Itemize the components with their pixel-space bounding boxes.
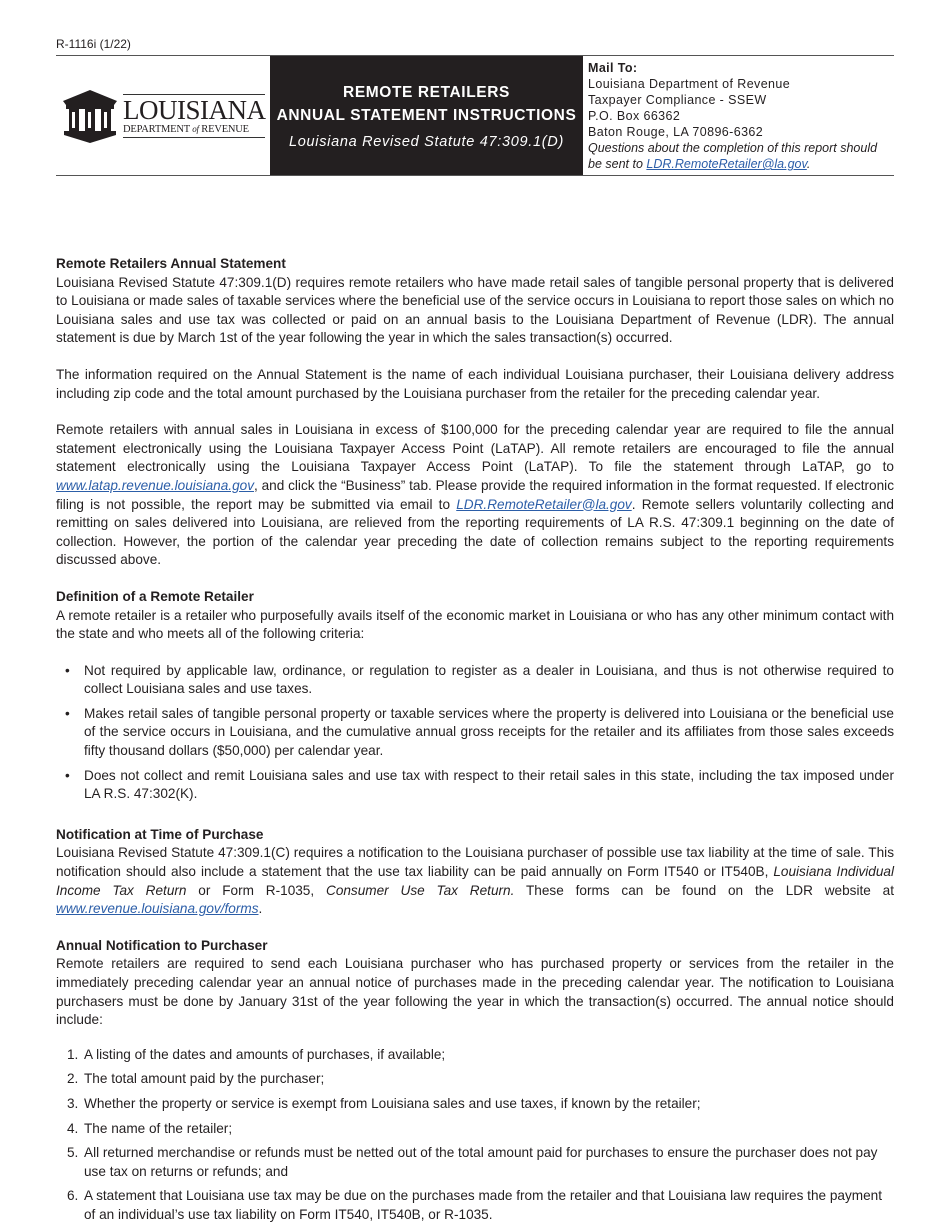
contact-email-link[interactable]: LDR.RemoteRetailer@la.gov	[646, 157, 807, 171]
item-text: A statement that Louisiana use tax may be due on the purchases made from the retailer and that Louisiana law requires the payment of an individual’s use tax liability on Form IT540, IT540B, or R-1035.	[84, 1188, 882, 1222]
criteria-item	[56, 767, 894, 804]
text-span: Remote retailers with annual sales in Louisiana in excess of $100,000 for the preceding calendar year are required to file the annual statement electronically using the Louisiana Taxpayer Access Point (LaTAP). All remote retailers are encouraged to file the annual statement electronically using the Louisiana Taxpayer Access Point (LaTAP). To file the statement through LaTAP, go to	[56, 422, 894, 475]
agency-logo	[61, 88, 266, 144]
item-text: Whether the property or service is exempt from Louisiana sales and use taxes, if known by the retailer;	[84, 1095, 701, 1111]
forms-link[interactable]: www.revenue.louisiana.gov/forms	[56, 901, 259, 917]
item-number: 5.	[67, 1145, 79, 1161]
section-annual-statement	[56, 255, 894, 570]
paragraph-latap	[56, 421, 894, 570]
logo-dept-prefix: DEPARTMENT	[123, 124, 190, 135]
logo-cell	[56, 56, 270, 175]
notice-item	[56, 1187, 894, 1224]
section-heading: Definition of a Remote Retailer	[56, 588, 254, 604]
section-notification	[56, 826, 894, 919]
notice-item	[56, 1070, 894, 1089]
bullet-icon: •	[65, 705, 70, 721]
section-heading: Notification at Time of Purchase	[56, 826, 264, 842]
item-text: A listing of the dates and amounts of purchases, if available;	[84, 1046, 446, 1062]
text-span: , and click the “Business” tab. Please provide the required information in the format requested. If electronic filing is not possible, the report may be submitted via email to	[56, 477, 894, 512]
paragraph	[56, 844, 894, 918]
item-number: 6.	[67, 1188, 79, 1204]
title-line-2: ANNUAL STATEMENT INSTRUCTIONS	[276, 107, 577, 124]
notice-item	[56, 1095, 894, 1114]
statute-subtitle: Louisiana Revised Statute 47:309.1(D)	[289, 134, 564, 150]
criteria-list	[56, 662, 894, 804]
criteria-text: Makes retail sales of tangible personal property or taxable services where the property is delivered into Louisiana or the beneficial use of the service occurs in Louisiana, and the cumulative annual gross receipts for the retailer and its affiliates from those sales exceeds fifty thousand dollars ($50,000) per calendar year.	[84, 705, 894, 759]
note-prefix: be sent to	[588, 157, 647, 171]
paragraph: Louisiana Revised Statute 47:309.1(D) requires remote retailers who have made retail sales of tangible personal property that is delivered to Louisiana or made sales of taxable services where the beneficial use of the service occurs in Louisiana to report those sales on which no Louisiana sales and use tax was collected or paid on an annual basis to the Louisiana Department of Revenue (LDR). The annual statement is due by March 1st of the year following the year in which the sales transaction(s) occurred.	[56, 274, 894, 346]
item-number: 4.	[67, 1120, 79, 1136]
paragraph: A remote retailer is a retailer who purposefully avails itself of the economic market in Louisiana or who has any other minimum contact with the state and who meets all of the following criteria:	[56, 607, 894, 642]
title-line-1: REMOTE RETAILERS	[343, 84, 510, 101]
logo-department	[123, 123, 265, 136]
mail-address-line: P.O. Box 66362	[588, 109, 681, 123]
form-title-italic: Consumer Use Tax Return.	[326, 882, 515, 898]
section-annual-notification	[56, 937, 894, 1225]
item-number: 2.	[67, 1071, 79, 1087]
section-heading: Annual Notification to Purchaser	[56, 937, 268, 953]
criteria-text: Does not collect and remit Louisiana sales and use tax with respect to their retail sales in this state, including the tax imposed under LA R.S. 47:302(K).	[84, 767, 894, 802]
mail-to-block	[583, 56, 894, 175]
notice-item	[56, 1046, 894, 1065]
mail-to-heading: Mail To:	[588, 61, 638, 75]
mail-address-line: Baton Rouge, LA 70896-6362	[588, 125, 764, 139]
item-number: 3.	[67, 1095, 79, 1111]
text-span: . Remote sellers voluntarily collecting and remitting on sales delivered into Louisiana, are relieved from the reporting requirements of LA R.S. 47:309.1 beginning on the date of collection. However, the portion of the calendar year preceding the date of collection remains subject to the reporting requirements discussed above.	[56, 496, 894, 568]
text-span: These forms can be found on the LDR website at	[514, 882, 894, 898]
notice-item	[56, 1144, 894, 1181]
logo-wordmark	[123, 94, 265, 138]
section-heading: Remote Retailers Annual Statement	[56, 256, 286, 271]
note-suffix: .	[806, 157, 811, 171]
form-number: R-1116i (1/22)	[56, 37, 131, 51]
criteria-item	[56, 705, 894, 761]
item-text: The total amount paid by the purchaser;	[84, 1071, 325, 1087]
bullet-icon: •	[65, 767, 70, 783]
document-body	[56, 255, 894, 1231]
criteria-text: Not required by applicable law, ordinance, or regulation to register as a dealer in Louisiana, and thus is not otherwise required to collect Louisiana sales and use taxes.	[84, 662, 894, 697]
mail-address-line: Taxpayer Compliance - SSEW	[588, 93, 767, 107]
logo-dept-of: of	[192, 124, 199, 134]
item-text: The name of the retailer;	[84, 1120, 233, 1136]
bullet-icon: •	[65, 662, 70, 678]
logo-name: LOUISIANA	[123, 95, 266, 125]
text-span: or Form R-1035,	[186, 882, 326, 898]
title-banner	[270, 56, 583, 175]
mail-address-line: Louisiana Department of Revenue	[588, 77, 791, 91]
remote-retailer-email-link[interactable]: LDR.RemoteRetailer@la.gov	[456, 496, 632, 512]
text-span: Louisiana Revised Statute 47:309.1(C) requires a notification to the Louisiana purchaser of possible use tax liability at the time of sale. This notification should also include a statement that the use tax liability can be paid annually on Form IT540 or IT540B,	[56, 845, 894, 880]
paragraph: Remote retailers are required to send each Louisiana purchaser who has purchased property or services from the retailer in the immediately preceding calendar year an annual notice of purchases made in the preceding calendar year. The notification to Louisiana purchasers must be done by January 31st of the year following the year in which the transaction(s) occurred. The annual notice should include:	[56, 956, 894, 1028]
document-header	[56, 55, 894, 176]
criteria-item	[56, 662, 894, 699]
notice-item	[56, 1120, 894, 1139]
item-number: 1.	[67, 1046, 79, 1062]
logo-dept-suffix: REVENUE	[201, 124, 249, 135]
text-span: .	[258, 901, 263, 917]
questions-note-email-line	[588, 156, 894, 172]
item-text: All returned merchandise or refunds must be netted out of the total amount paid for purchases to ensure the purchaser does not pay use tax on returns or refunds; and	[84, 1145, 878, 1179]
latap-link[interactable]: www.latap.revenue.louisiana.gov	[56, 477, 254, 493]
notice-items-list	[56, 1046, 894, 1225]
form-title-italic: Louisiana Individual Income Tax Return	[56, 864, 894, 898]
section-definition	[56, 588, 894, 804]
paragraph: The information required on the Annual Statement is the name of each individual Louisiana purchaser, their Louisiana delivery address including zip code and the total amount purchased by the Louisiana purchaser from the retailer for the preceding calendar year.	[56, 366, 894, 401]
capitol-building-icon	[61, 88, 119, 144]
questions-note: Questions about the completion of this report should	[588, 141, 878, 155]
